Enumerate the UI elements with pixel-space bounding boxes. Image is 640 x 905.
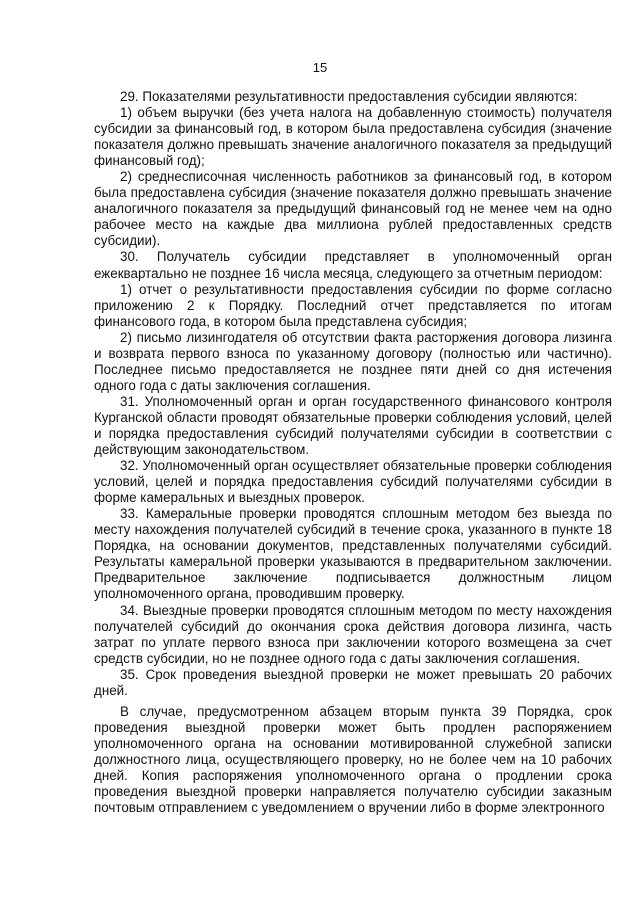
paragraph-33: 33. Камеральные проверки проводятся сплошным методом без выезда по месту нахождения получателей субсидий в течение срока, указанного в пункте 18 Порядка, на основании документов, представленных получателями субсидий. Результаты камеральной проверки указываются в предварительном заключении. Предварительное заключение подписывается должностным лицом уполномоченного органа, проводившим проверку. — [94, 506, 612, 602]
document-body — [94, 89, 612, 816]
paragraph-31: 31. Уполномоченный орган и орган государственного финансового контроля Курганской области проводят обязательные проверки соблюдения условий, целей и порядка предоставления субсидий получателями субсидии в соответствии с действующим законодательством. — [94, 393, 612, 458]
paragraph-30: 30. Получатель субсидии представляет в уполномоченный орган ежеквартально не позднее 16 числа месяца, следующего за отчетным периодом: — [94, 249, 612, 281]
paragraph-32: 32. Уполномоченный орган осуществляет обязательные проверки соблюдения условий, целей и порядка предоставления субсидий получателями субсидии в форме камеральных и выездных проверок. — [94, 458, 612, 506]
paragraph-30-item-2: 2) письмо лизингодателя об отсутствии факта расторжения договора лизинга и возврата первого взноса по указанному договору (полностью или частично). Последнее письмо предоставляется не позднее пяти дней со дня истечения одного года с даты заключения соглашения. — [94, 329, 612, 393]
paragraph-35: 35. Срок проведения выездной проверки не может превышать 20 рабочих дней. — [94, 666, 612, 698]
paragraph-34: 34. Выездные проверки проводятся сплошным методом по месту нахождения получателей субсидий до окончания срока действия договора лизинга, часть затрат по уплате первого взноса при заключении которого возмещена за счет средств субсидии, но не позднее одного года с даты заключения соглашения. — [94, 602, 612, 666]
paragraph-30-item-1: 1) отчет о результативности предоставления субсидии по форме согласно приложению 2 к Порядку. Последний отчет представляется по итогам финансового года, в котором была представлена субсидия; — [94, 281, 612, 329]
paragraph-29: 29. Показателями результативности предоставления субсидии являются: — [120, 89, 578, 104]
paragraph-29-item-1: 1) объем выручки (без учета налога на добавленную стоимость) получателя субсидии за финансовый год, в котором была предоставлена субсидия (значение показателя должно превышать значение аналогичного показателя за предыдущий финансовый год); — [94, 105, 612, 169]
paragraph-35-continuation: В случае, предусмотренном абзацем вторым пункта 39 Порядка, срок проведения выездной проверки может быть продлен распоряжением уполномоченного органа на основании мотивированной служебной записки должностного лица, осуществляющего проверку, но не более чем на 10 рабочих дней. Копия распоряжения уполномоченного органа о продлении срока проведения выездной проверки направляется получателю субсидии заказным почтовым отправлением с уведомлением о вручении либо в форме электронного — [94, 703, 612, 816]
paragraph-29-item-2: 2) среднесписочная численность работников за финансовый год, в котором была предоставлена субсидия (значение показателя должно превышать значение аналогичного показателя за предыдущий финансовый год не менее чем на одно рабочее место на каждые два миллиона рублей предоставленных средств субсидии). — [94, 169, 612, 249]
page-number: 15 — [312, 60, 328, 75]
